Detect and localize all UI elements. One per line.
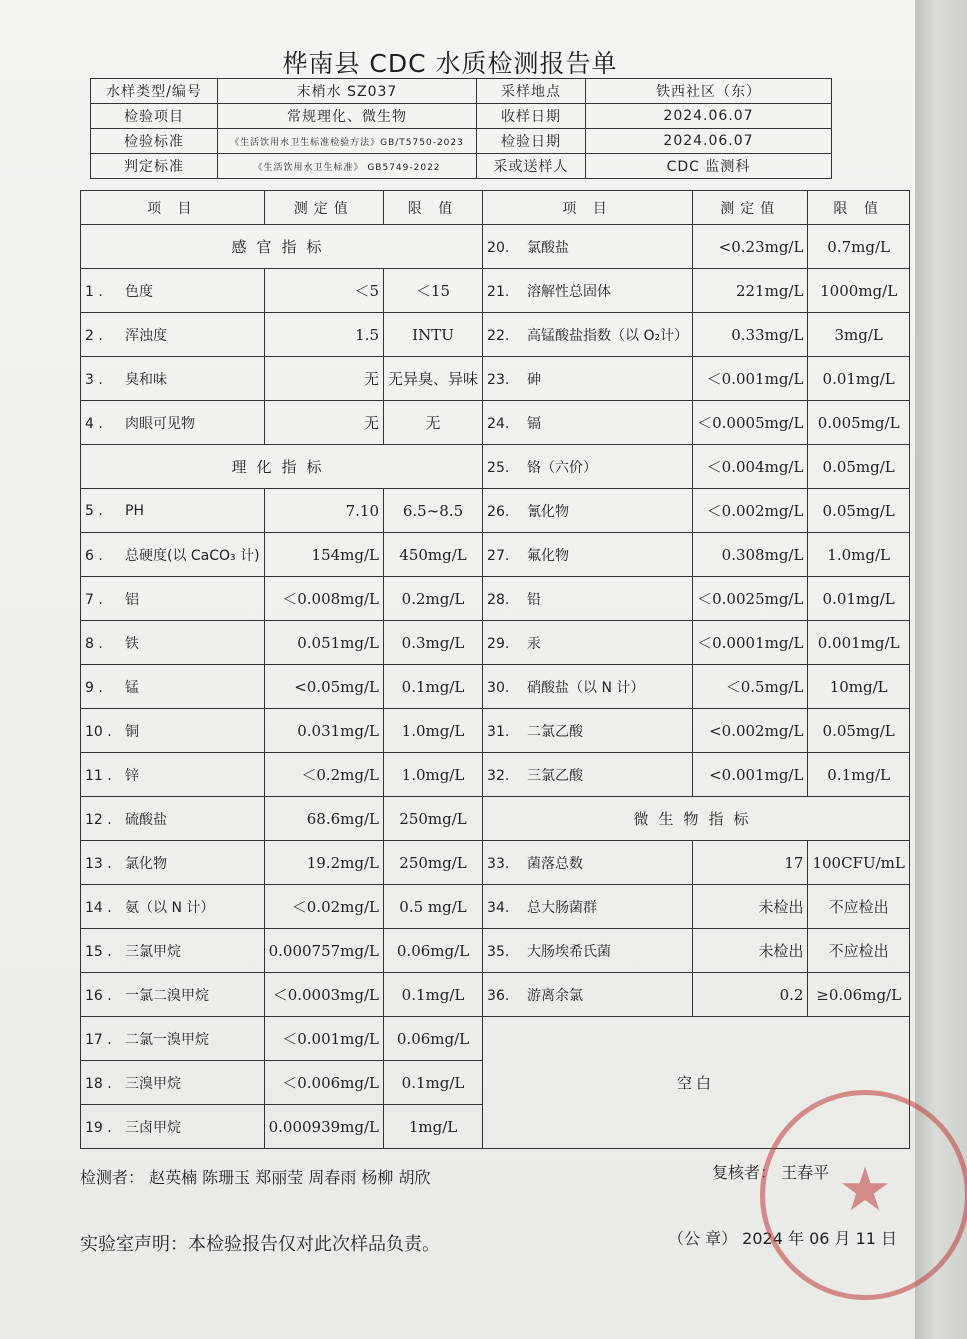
measured-value: 无 (264, 401, 383, 445)
measured-value: ＜0.0005mg/L (693, 401, 808, 445)
testers: 检测者： 赵英楠 陈珊玉 郑丽莹 周春雨 杨柳 胡欣 (80, 1168, 431, 1187)
item-label: 三氯甲烷 (125, 943, 181, 960)
report-title: 桦南县 CDC 水质检测报告单 (282, 49, 618, 78)
item-label: 氯酸盐 (527, 239, 570, 256)
limit-value: 0.001mg/L (808, 621, 909, 665)
limit-value: INTU (384, 313, 483, 357)
item-number: 7 . (85, 591, 103, 608)
item-number: 3 . (85, 371, 103, 388)
item-number: 1 . (85, 283, 103, 300)
header-item: 项 目 (81, 191, 265, 225)
limit-value: 0.1mg/L (384, 1061, 483, 1105)
limit-value: 0.05mg/L (808, 709, 909, 753)
location-value: 铁西社区（东） (586, 79, 832, 104)
item-label: 溶解性总固体 (527, 283, 612, 300)
measured-value: ＜0.006mg/L (264, 1061, 383, 1105)
section-header: 理化指标 (81, 445, 483, 489)
item-name (81, 709, 265, 753)
item-name (483, 973, 693, 1017)
item-name (81, 357, 265, 401)
info-table (90, 78, 832, 179)
measured-value: 68.6mg/L (264, 797, 383, 841)
measured-value: ＜5 (264, 269, 383, 313)
limit-value: 6.5~8.5 (384, 489, 483, 533)
item-label: 臭和味 (125, 371, 167, 388)
limit-value: 0.3mg/L (384, 621, 483, 665)
blank-cell: 空白 (483, 1017, 910, 1149)
measured-value: 无 (264, 357, 383, 401)
item-label: 总大肠菌群 (527, 899, 598, 916)
standard-label: 检验标准 (91, 129, 218, 154)
item-number: 8 . (85, 635, 103, 652)
item-number: 32. (487, 767, 510, 784)
measured-value: 0.051mg/L (264, 621, 383, 665)
item-number: 34. (487, 899, 510, 916)
header-limit: 限 值 (384, 191, 483, 225)
measured-value: <0.05mg/L (264, 665, 383, 709)
item-name (483, 489, 693, 533)
item-name (81, 973, 265, 1017)
item-name (483, 269, 693, 313)
item-name (81, 1105, 265, 1149)
item-label: 高锰酸盐指数（以 O₂计） (527, 327, 689, 344)
header-measured-2: 测定值 (693, 191, 808, 225)
measured-value: ＜0.004mg/L (693, 445, 808, 489)
item-number: 13 . (85, 855, 112, 872)
item-label: 铬（六价） (527, 459, 598, 476)
limit-value: 10mg/L (808, 665, 909, 709)
sender-label: 采或送样人 (477, 154, 586, 179)
header-measured: 测定值 (264, 191, 383, 225)
item-number: 29. (487, 635, 510, 652)
item-number: 36. (487, 987, 510, 1004)
measured-value: <0.23mg/L (693, 225, 808, 269)
item-label: 三氯乙酸 (527, 767, 584, 784)
limit-value: 不应检出 (808, 885, 909, 929)
limit-value: 100CFU/mL (808, 841, 909, 885)
location-label: 采样地点 (477, 79, 586, 104)
section-header: 微生物指标 (483, 797, 910, 841)
item-number: 28. (487, 591, 510, 608)
receive-label: 收样日期 (477, 104, 586, 129)
limit-value: 0.5 mg/L (384, 885, 483, 929)
item-name (81, 841, 265, 885)
item-name (483, 445, 693, 489)
measured-value: 17 (693, 841, 808, 885)
item-number: 15 . (85, 943, 112, 960)
measured-value: 0.000757mg/L (264, 929, 383, 973)
measured-value: 0.031mg/L (264, 709, 383, 753)
item-name (81, 621, 265, 665)
item-name (483, 929, 693, 973)
results-table (80, 190, 910, 1149)
header-limit-2: 限 值 (808, 191, 909, 225)
item-number: 17 . (85, 1031, 112, 1048)
item-name (81, 797, 265, 841)
measured-value: 7.10 (264, 489, 383, 533)
limit-value: 0.06mg/L (384, 1017, 483, 1061)
measured-value: 未检出 (693, 885, 808, 929)
item-name (81, 401, 265, 445)
item-number: 9 . (85, 679, 103, 696)
items-label: 检验项目 (91, 104, 218, 129)
item-label: 游离余氯 (527, 987, 584, 1004)
item-number: 26. (487, 503, 510, 520)
item-number: 27. (487, 547, 510, 564)
item-number: 2 . (85, 327, 103, 344)
header-item-2: 项 目 (483, 191, 693, 225)
item-number: 6 . (85, 547, 103, 564)
item-name (483, 577, 693, 621)
reviewer: 复核者： 王春平 (712, 1163, 830, 1182)
item-name (81, 929, 265, 973)
item-label: 硝酸盐（以 N 计） (527, 679, 645, 696)
limit-value: 3mg/L (808, 313, 909, 357)
item-number: 10 . (85, 723, 112, 740)
item-name (81, 313, 265, 357)
item-name (483, 841, 693, 885)
measured-value: ＜0.002mg/L (693, 489, 808, 533)
item-name (81, 269, 265, 313)
item-name (483, 401, 693, 445)
receive-value: 2024.06.07 (586, 104, 832, 129)
item-name (483, 313, 693, 357)
item-label: 锰 (125, 679, 139, 696)
limit-value: 1mg/L (384, 1105, 483, 1149)
item-name (81, 1061, 265, 1105)
item-number: 25. (487, 459, 510, 476)
item-number: 19 . (85, 1119, 112, 1136)
item-name (81, 665, 265, 709)
item-label: 氰化物 (527, 503, 570, 520)
item-name (81, 533, 265, 577)
limit-value: 不应检出 (808, 929, 909, 973)
measured-value: ＜0.5mg/L (693, 665, 808, 709)
measured-value: ＜0.001mg/L (693, 357, 808, 401)
item-label: 二氯一溴甲烷 (125, 1031, 209, 1048)
limit-value: 250mg/L (384, 841, 483, 885)
item-label: 汞 (527, 635, 542, 652)
measured-value: ＜0.001mg/L (264, 1017, 383, 1061)
items-value: 常规理化、微生物 (218, 104, 477, 129)
measured-value: 未检出 (693, 929, 808, 973)
item-label: 二氯乙酸 (527, 723, 584, 740)
item-number: 11 . (85, 767, 112, 784)
item-name (81, 489, 265, 533)
measured-value: 154mg/L (264, 533, 383, 577)
measured-value: 0.2 (693, 973, 808, 1017)
lab-statement: 实验室声明：本检验报告仅对此次样品负责。 (80, 1234, 440, 1255)
limit-value: 0.05mg/L (808, 445, 909, 489)
measured-value: 0.33mg/L (693, 313, 808, 357)
item-name (483, 533, 693, 577)
item-number: 14 . (85, 899, 112, 916)
limit-value: 0.06mg/L (384, 929, 483, 973)
official-seal: ★ (760, 1090, 967, 1300)
test-date-value: 2024.06.07 (586, 129, 832, 154)
item-name (81, 885, 265, 929)
measured-value: ＜0.0025mg/L (693, 577, 808, 621)
sample-type-value: 末梢水 SZ037 (218, 79, 477, 104)
item-label: 氟化物 (527, 547, 570, 564)
item-label: 锌 (125, 767, 139, 784)
item-number: 21. (487, 283, 510, 300)
limit-value: 250mg/L (384, 797, 483, 841)
limit-value: ＜15 (384, 269, 483, 313)
measured-value: 0.000939mg/L (264, 1105, 383, 1149)
item-number: 31. (487, 723, 510, 740)
item-number: 35. (487, 943, 510, 960)
item-label: 硫酸盐 (125, 811, 167, 828)
item-label: PH (125, 502, 144, 519)
item-number: 23. (487, 371, 510, 388)
item-label: 大肠埃希氏菌 (527, 943, 612, 960)
item-name (483, 225, 693, 269)
limit-value: 0.1mg/L (384, 973, 483, 1017)
limit-value: 0.1mg/L (384, 665, 483, 709)
limit-value: 无异臭、异味 (384, 357, 483, 401)
limit-value: 0.01mg/L (808, 577, 909, 621)
item-label: 砷 (527, 371, 542, 388)
measured-value: 0.308mg/L (693, 533, 808, 577)
limit-value: 0.01mg/L (808, 357, 909, 401)
item-label: 铝 (125, 591, 139, 608)
limit-value: 0.1mg/L (808, 753, 909, 797)
limit-value: 0.005mg/L (808, 401, 909, 445)
item-label: 三溴甲烷 (125, 1075, 181, 1092)
limit-value: ≥0.06mg/L (808, 973, 909, 1017)
limit-value: 0.05mg/L (808, 489, 909, 533)
item-label: 铅 (527, 591, 542, 608)
measured-value: ＜0.0003mg/L (264, 973, 383, 1017)
item-label: 菌落总数 (527, 855, 584, 872)
item-name (483, 665, 693, 709)
item-label: 色度 (125, 283, 153, 300)
item-number: 22. (487, 327, 510, 344)
item-number: 4 . (85, 415, 103, 432)
test-date-label: 检验日期 (477, 129, 586, 154)
item-number: 24. (487, 415, 510, 432)
judge-value: 《生活饮用水卫生标准》 GB5749-2022 (218, 154, 477, 179)
sender-value: CDC 监测科 (586, 154, 832, 179)
item-label: 铁 (125, 635, 139, 652)
item-number: 16 . (85, 987, 112, 1004)
measured-value: ＜0.0001mg/L (693, 621, 808, 665)
measured-value: 221mg/L (693, 269, 808, 313)
judge-label: 判定标准 (91, 154, 218, 179)
item-name (81, 577, 265, 621)
item-label: 镉 (527, 415, 542, 432)
limit-value: 1000mg/L (808, 269, 909, 313)
measured-value: <0.001mg/L (693, 753, 808, 797)
seal-date: （公 章） 2024 年 06 月 11 日 (668, 1229, 898, 1248)
item-label: 氨（以 N 计） (125, 899, 215, 916)
limit-value: 无 (384, 401, 483, 445)
item-number: 30. (487, 679, 510, 696)
item-name (483, 357, 693, 401)
item-label: 肉眼可见物 (125, 415, 195, 432)
item-number: 18 . (85, 1075, 112, 1092)
standard-value: 《生活饮用水卫生标准检验方法》GB/T5750-2023 (218, 129, 477, 154)
limit-value: 450mg/L (384, 533, 483, 577)
item-name (81, 753, 265, 797)
limit-value: 1.0mg/L (808, 533, 909, 577)
item-label: 浑浊度 (125, 327, 167, 344)
limit-value: 1.0mg/L (384, 753, 483, 797)
item-label: 铜 (125, 723, 139, 740)
item-number: 12 . (85, 811, 112, 828)
item-name (483, 621, 693, 665)
item-number: 5 . (85, 502, 103, 519)
item-label: 三卤甲烷 (125, 1119, 181, 1136)
item-number: 33. (487, 855, 510, 872)
item-label: 一氯二溴甲烷 (125, 987, 209, 1004)
sample-type-label: 水样类型/编号 (91, 79, 218, 104)
item-name (483, 753, 693, 797)
measured-value: 19.2mg/L (264, 841, 383, 885)
limit-value: 1.0mg/L (384, 709, 483, 753)
measured-value: <0.002mg/L (693, 709, 808, 753)
limit-value: 0.7mg/L (808, 225, 909, 269)
item-name (483, 885, 693, 929)
item-label: 总硬度(以 CaCO₃ 计) (125, 547, 260, 564)
item-name (483, 709, 693, 753)
section-header: 感官指标 (81, 225, 483, 269)
item-name (81, 1017, 265, 1061)
measured-value: ＜0.008mg/L (264, 577, 383, 621)
limit-value: 0.2mg/L (384, 577, 483, 621)
item-label: 氯化物 (125, 855, 167, 872)
measured-value: 1.5 (264, 313, 383, 357)
measured-value: ＜0.02mg/L (264, 885, 383, 929)
measured-value: ＜0.2mg/L (264, 753, 383, 797)
item-number: 20. (487, 239, 510, 256)
